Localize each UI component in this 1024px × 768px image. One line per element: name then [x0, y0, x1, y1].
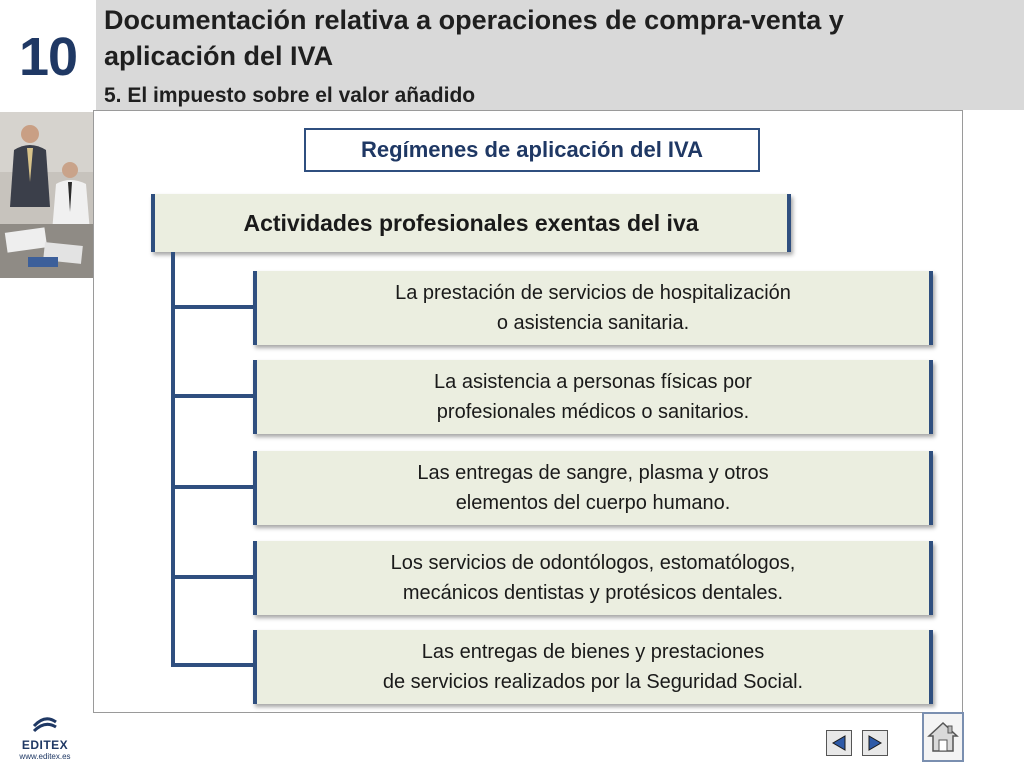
editex-logo	[14, 712, 76, 762]
previous-slide-button[interactable]	[826, 730, 852, 756]
exempt-activity-item	[253, 271, 933, 345]
home-button[interactable]	[922, 712, 964, 762]
next-slide-button[interactable]	[862, 730, 888, 756]
logo-url: www.editex.es	[19, 752, 71, 761]
item-line-1: La prestación de servicios de hospitalización	[395, 282, 791, 304]
page-title-line-2: aplicación del IVA	[104, 41, 334, 71]
logo-name: EDITEX	[21, 738, 69, 752]
tree-connector-branch	[171, 663, 253, 667]
business-meeting-photo	[0, 112, 96, 278]
editex-logo-icon	[30, 712, 60, 734]
item-line-1: Las entregas de sangre, plasma y otros	[417, 462, 769, 484]
page-subtitle: 5. El impuesto sobre el valor añadido	[104, 84, 476, 107]
item-line-2: de servicios realizados por la Seguridad Social.	[382, 671, 804, 693]
exempt-activity-item	[253, 360, 933, 434]
tree-connector-branch	[171, 575, 253, 579]
diagram-title-box: Regímenes de aplicación del IVA	[304, 128, 760, 172]
item-line-2: o asistencia sanitaria.	[496, 312, 690, 334]
exempt-activity-item	[253, 451, 933, 525]
exempt-activity-item	[253, 630, 933, 704]
tree-connector-branch	[171, 485, 253, 489]
page-title-line-1: Documentación relativa a operaciones de compra-venta y	[104, 5, 844, 35]
tree-connector-branch	[171, 394, 253, 398]
exempt-activity-item	[253, 541, 933, 615]
page-title	[104, 2, 1004, 74]
item-line-2: elementos del cuerpo humano.	[455, 492, 731, 514]
chapter-number: 10	[18, 27, 78, 87]
triangle-right-icon	[866, 734, 884, 752]
triangle-left-icon	[830, 734, 848, 752]
item-line-2: profesionales médicos o sanitarios.	[436, 401, 750, 423]
tree-connector-branch	[171, 305, 253, 309]
item-line-1: La asistencia a personas físicas por	[434, 371, 752, 393]
category-box: Actividades profesionales exentas del iva	[151, 194, 791, 252]
item-line-2: mecánicos dentistas y protésicos dentales.	[402, 582, 784, 604]
tree-connector-vertical	[171, 252, 175, 667]
house-icon	[926, 720, 960, 754]
item-line-1: Los servicios de odontólogos, estomatólogos,	[390, 552, 796, 574]
item-line-1: Las entregas de bienes y prestaciones	[421, 641, 765, 663]
